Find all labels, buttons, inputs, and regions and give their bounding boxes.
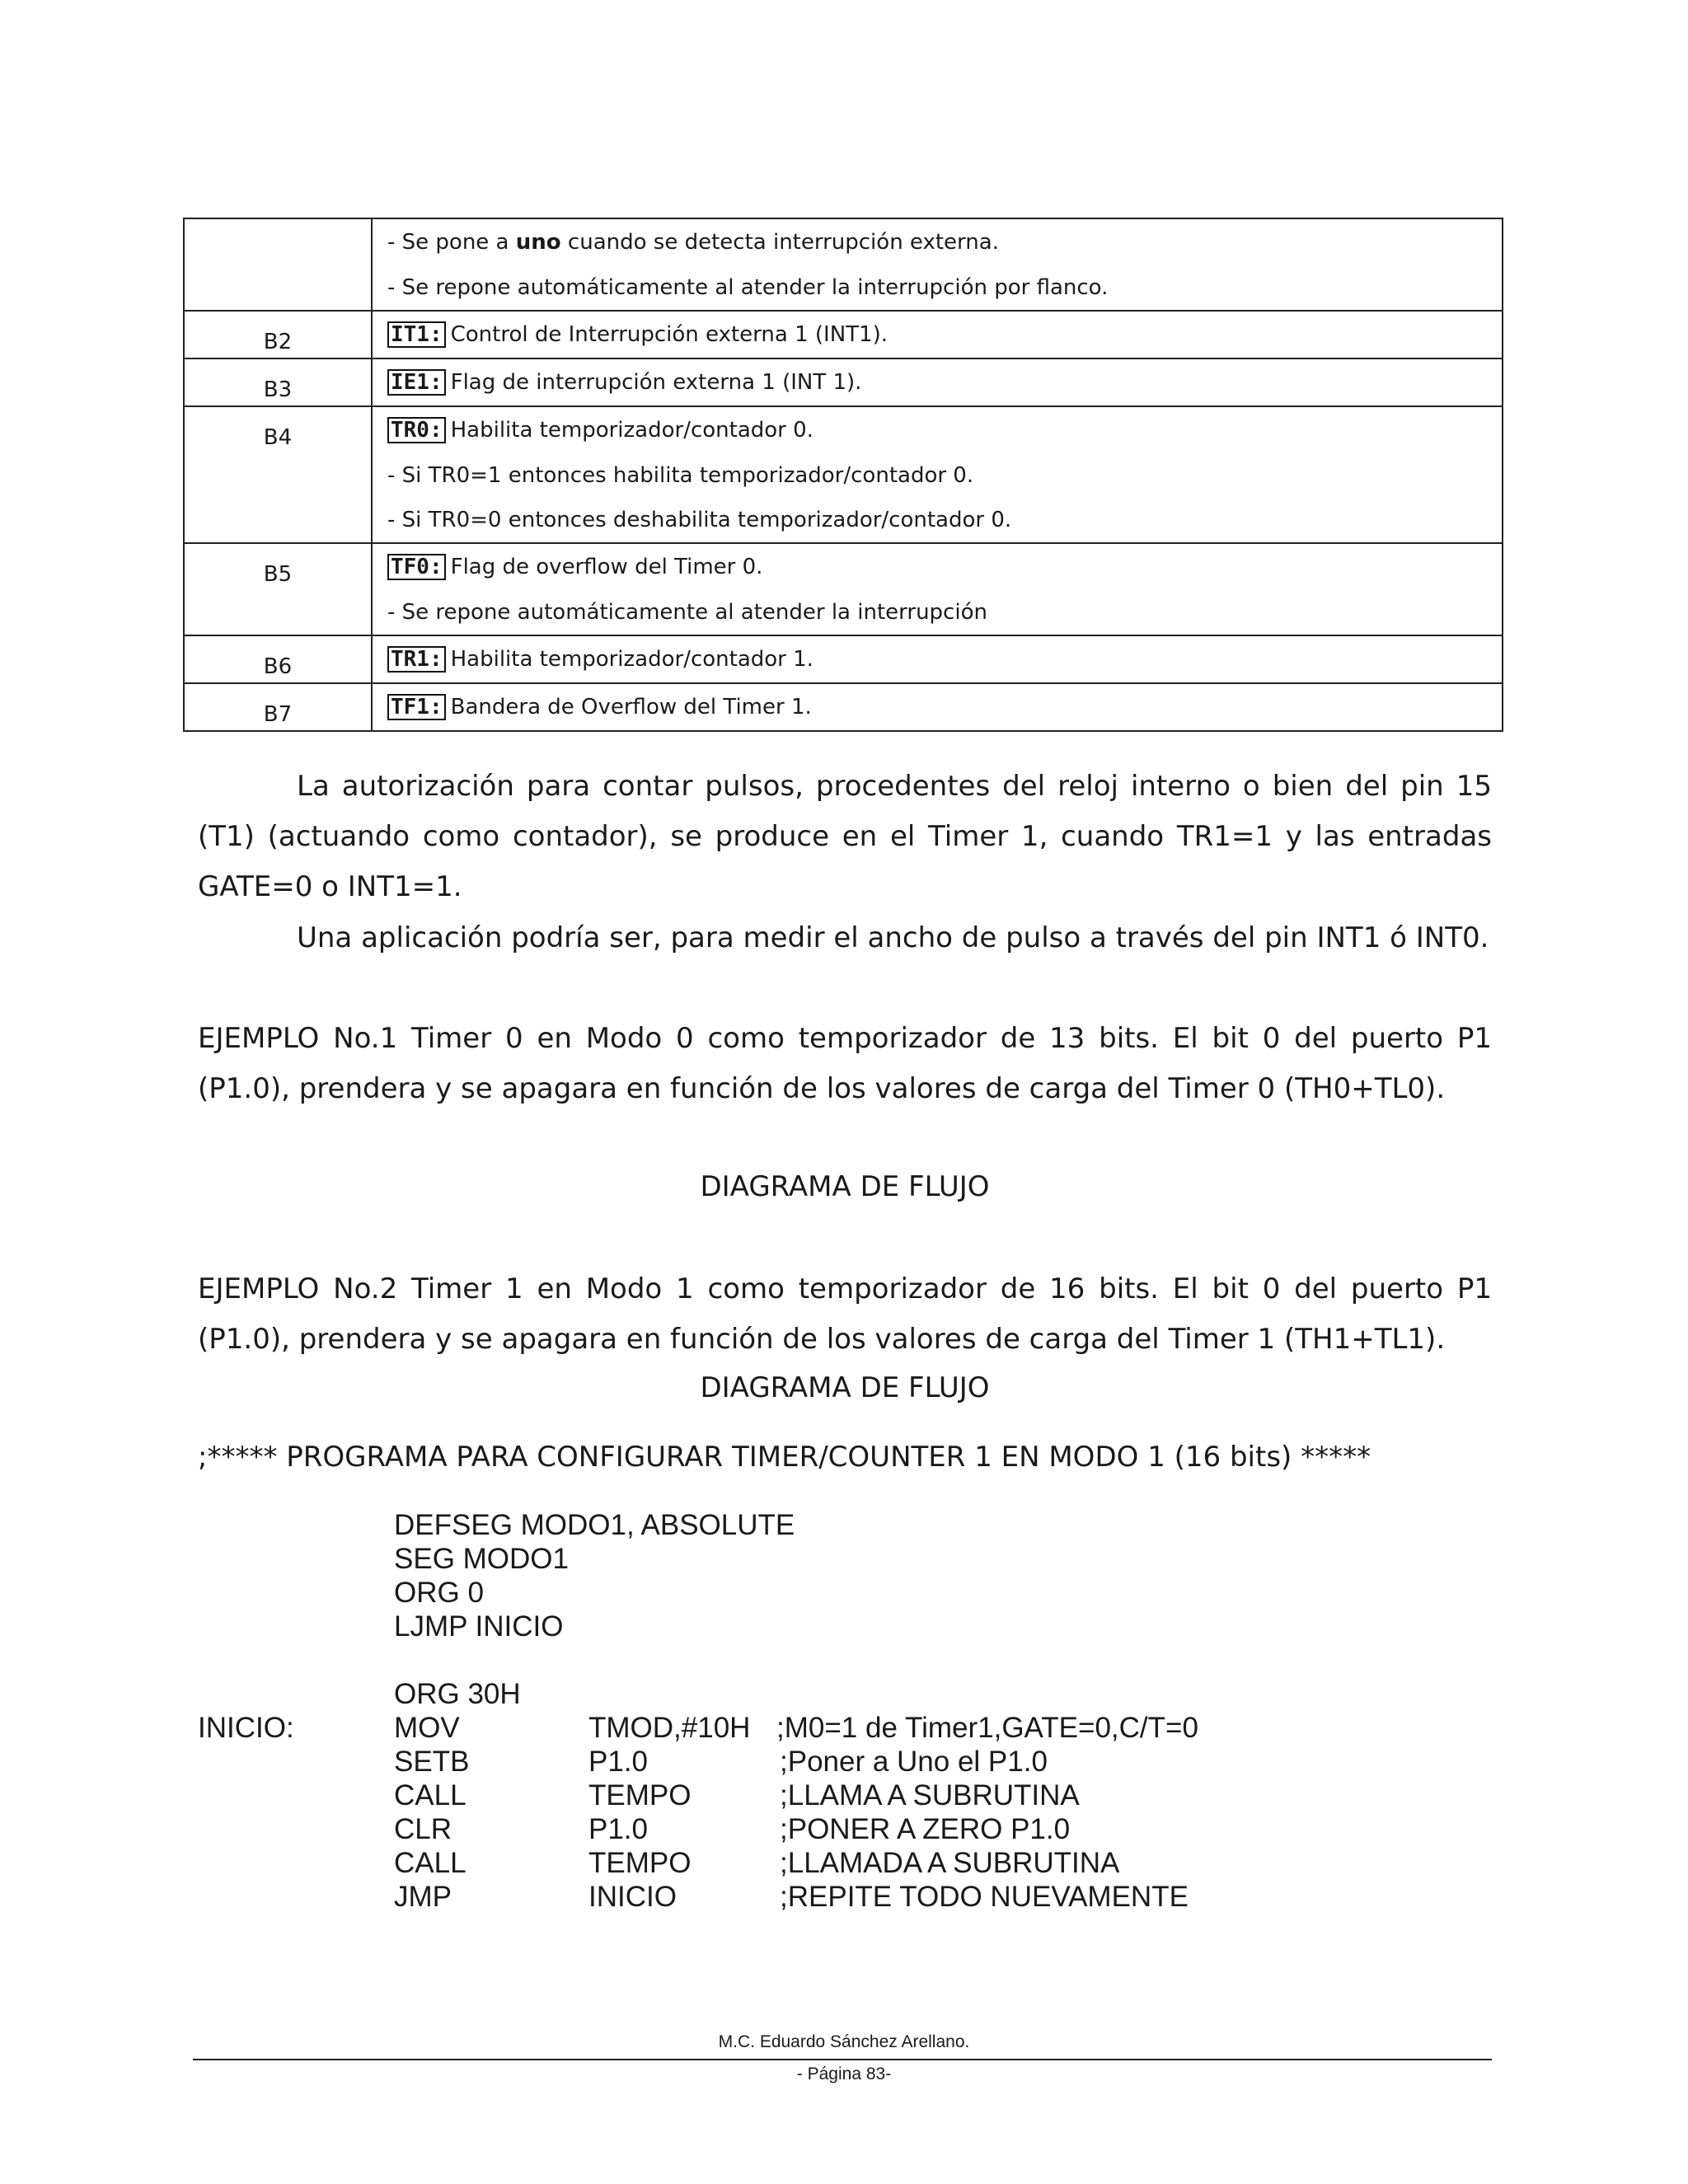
bit-cell bbox=[184, 218, 372, 311]
register-tag: TR0: bbox=[387, 417, 446, 443]
description-line: TF1: Bandera de Overflow del Timer 1. bbox=[387, 684, 1502, 730]
table-row bbox=[184, 406, 1503, 543]
bit-description-table bbox=[183, 218, 1503, 732]
table-row bbox=[184, 311, 1503, 359]
code-header-line: SEG MODO1 bbox=[394, 1543, 569, 1575]
register-tag: IE1: bbox=[387, 369, 446, 396]
bit-cell: B5 bbox=[184, 543, 372, 635]
description-line: - Se repone automáticamente al atender la interrupción bbox=[387, 600, 987, 625]
diagrama-heading-1: DIAGRAMA DE FLUJO bbox=[700, 1170, 990, 1203]
description-cell bbox=[372, 406, 1503, 543]
code-operand: TMOD,#10H bbox=[588, 1712, 751, 1744]
description-line: IE1: Flag de interrupción externa 1 (INT 1). bbox=[387, 359, 1502, 405]
code-header-line: ORG 0 bbox=[394, 1577, 484, 1609]
bit-cell: B4 bbox=[184, 406, 372, 543]
bold-word: uno bbox=[515, 230, 561, 255]
footer-author: M.C. Eduardo Sánchez Arellano. bbox=[718, 2032, 970, 2051]
table-row bbox=[184, 359, 1503, 406]
description-cell bbox=[372, 683, 1503, 731]
code-opcode: CALL bbox=[394, 1779, 467, 1811]
bit-cell: B3 bbox=[184, 359, 372, 406]
ejemplo-2: EJEMPLO No.2 Timer 1 en Modo 1 como temporizador de 16 bits. El bit 0 del puerto P1 (P1.0), prendera y se apagara en función de los valores de carga del Timer 1 (TH1+TL1). bbox=[198, 1272, 1492, 1356]
register-tag: IT1: bbox=[387, 321, 446, 348]
code-operand: TEMPO bbox=[588, 1847, 692, 1879]
description-cell bbox=[372, 218, 1503, 311]
register-tag: TF1: bbox=[387, 694, 446, 720]
description-cell bbox=[372, 635, 1503, 683]
description-line: - Se pone a uno cuando se detecta interrupción externa. bbox=[387, 230, 999, 255]
program-title: ;***** PROGRAMA PARA CONFIGURAR TIMER/COUNTER 1 EN MODO 1 (16 bits) ***** bbox=[198, 1441, 1372, 1474]
code-opcode: CALL bbox=[394, 1847, 467, 1879]
code-header-line: DEFSEG MODO1, ABSOLUTE bbox=[394, 1509, 795, 1541]
code-header-line: LJMP INICIO bbox=[394, 1610, 564, 1643]
paragraph-autorizacion: La autorización para contar pulsos, procedentes del reloj interno o bien del pin 15 (T1) (actuando como contador), se produce en el Timer 1, cuando TR1=1 y las entradas GATE=0 o INT1=1. bbox=[198, 770, 1492, 903]
code-operand: TEMPO bbox=[588, 1779, 692, 1811]
description-line: TR1: Habilita temporizador/contador 1. bbox=[387, 636, 1502, 682]
code-comment: ;PONER A ZERO P1.0 bbox=[780, 1813, 1071, 1845]
code-operand: INICIO bbox=[588, 1881, 677, 1913]
code-opcode: SETB bbox=[394, 1746, 470, 1778]
code-label: INICIO: bbox=[198, 1712, 294, 1744]
code-opcode: JMP bbox=[394, 1881, 452, 1913]
paragraph-aplicacion: Una aplicación podría ser, para medir el ancho de pulso a través del pin INT1 ó INT0. bbox=[297, 921, 1489, 954]
bit-cell: B7 bbox=[184, 683, 372, 731]
code-operand: P1.0 bbox=[588, 1813, 648, 1845]
table-row bbox=[184, 218, 1503, 311]
code-comment: ;Poner a Uno el P1.0 bbox=[780, 1746, 1048, 1778]
table-row bbox=[184, 635, 1503, 683]
description-line: TR0: Habilita temporizador/contador 0. bbox=[387, 407, 1502, 453]
footer-divider bbox=[193, 2059, 1492, 2060]
register-tag: TR1: bbox=[387, 646, 446, 673]
code-comment: ;REPITE TODO NUEVAMENTE bbox=[780, 1881, 1189, 1913]
register-tag: TF0: bbox=[387, 554, 446, 580]
table-row bbox=[184, 683, 1503, 731]
code-comment: ;LLAMA A SUBRUTINA bbox=[780, 1779, 1080, 1811]
table-row bbox=[184, 543, 1503, 635]
description-line: - Si TR0=1 entonces habilita temporizador/contador 0. bbox=[387, 463, 974, 488]
description-cell bbox=[372, 543, 1503, 635]
bit-cell: B6 bbox=[184, 635, 372, 683]
description-cell bbox=[372, 311, 1503, 359]
code-comment: ;LLAMADA A SUBRUTINA bbox=[780, 1847, 1120, 1879]
code-comment: ;M0=1 de Timer1,GATE=0,C/T=0 bbox=[776, 1712, 1198, 1744]
code-operand: P1.0 bbox=[588, 1746, 648, 1778]
description-cell bbox=[372, 359, 1503, 406]
page-number: - Página 83- bbox=[796, 2064, 892, 2083]
diagrama-heading-2: DIAGRAMA DE FLUJO bbox=[700, 1371, 990, 1404]
bit-cell: B2 bbox=[184, 311, 372, 359]
code-org-line: ORG 30H bbox=[394, 1678, 521, 1710]
code-opcode: CLR bbox=[394, 1813, 452, 1845]
code-opcode: MOV bbox=[394, 1712, 460, 1744]
description-line: - Si TR0=0 entonces deshabilita temporizador/contador 0. bbox=[387, 508, 1012, 532]
description-line: - Se repone automáticamente al atender la interrupción por flanco. bbox=[387, 275, 1109, 300]
ejemplo-1: EJEMPLO No.1 Timer 0 en Modo 0 como temporizador de 13 bits. El bit 0 del puerto P1 (P1.0), prendera y se apagara en función de los valores de carga del Timer 0 (TH0+TL0). bbox=[198, 1022, 1492, 1105]
description-line: TF0: Flag de overflow del Timer 0. bbox=[387, 544, 1502, 590]
description-line: IT1: Control de Interrupción externa 1 (INT1). bbox=[387, 312, 1502, 358]
